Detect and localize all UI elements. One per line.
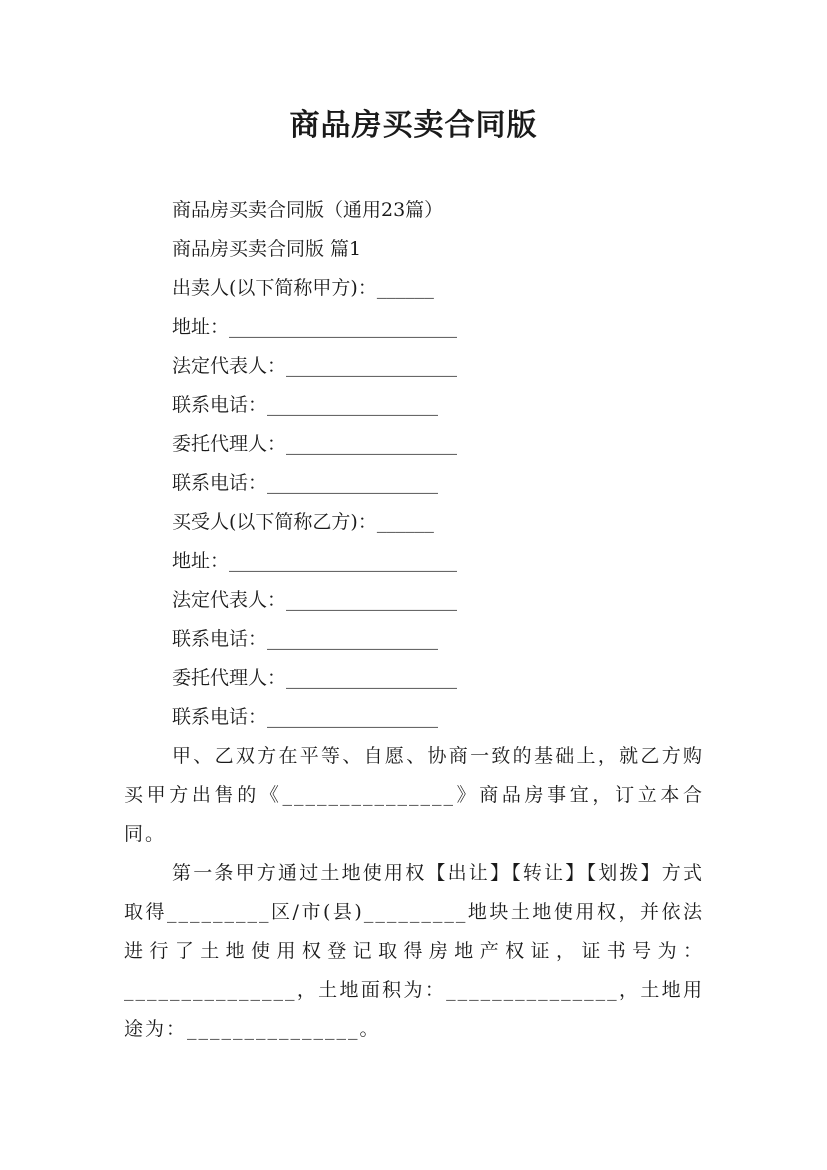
seller-agent-phone-line: 联系电话：__________________: [172, 472, 439, 494]
buyer-line: 买受人(以下简称乙方)：______: [172, 511, 434, 533]
document-title: 商品房买卖合同版: [289, 108, 538, 143]
buyer-address-line: 地址：________________________: [172, 550, 458, 572]
seller-legal-rep-line: 法定代表人：__________________: [172, 355, 458, 377]
seller-agent-line: 委托代理人：__________________: [172, 433, 458, 455]
section-heading: 商品房买卖合同版 篇1: [172, 238, 362, 260]
preamble-paragraph: 甲、乙双方在平等、自愿、协商一致的基础上，就乙方购买甲方出售的《_______________》商品房事宜，订立本合同。: [124, 745, 704, 845]
buyer-legal-rep-line: 法定代表人：__________________: [172, 589, 458, 611]
seller-address-line: 地址：________________________: [172, 316, 458, 338]
subtitle-line: 商品房买卖合同版（通用23篇）: [172, 199, 444, 221]
seller-phone-line: 联系电话：__________________: [172, 394, 439, 416]
buyer-agent-line: 委托代理人：__________________: [172, 667, 458, 689]
document-body: [124, 191, 704, 1049]
article-one-paragraph: 第一条甲方通过土地使用权【出让】【转让】【划拨】方式取得_________区/市(县)_________地块土地使用权，并依法进行了土地使用权登记取得房地产权证，证书号为：_______________，土地面积为：_______________，土地用途为：_______________。: [124, 862, 704, 1040]
buyer-phone-line: 联系电话：__________________: [172, 628, 439, 650]
buyer-agent-phone-line: 联系电话：__________________: [172, 706, 439, 728]
seller-line: 出卖人(以下简称甲方)：______: [172, 277, 434, 299]
